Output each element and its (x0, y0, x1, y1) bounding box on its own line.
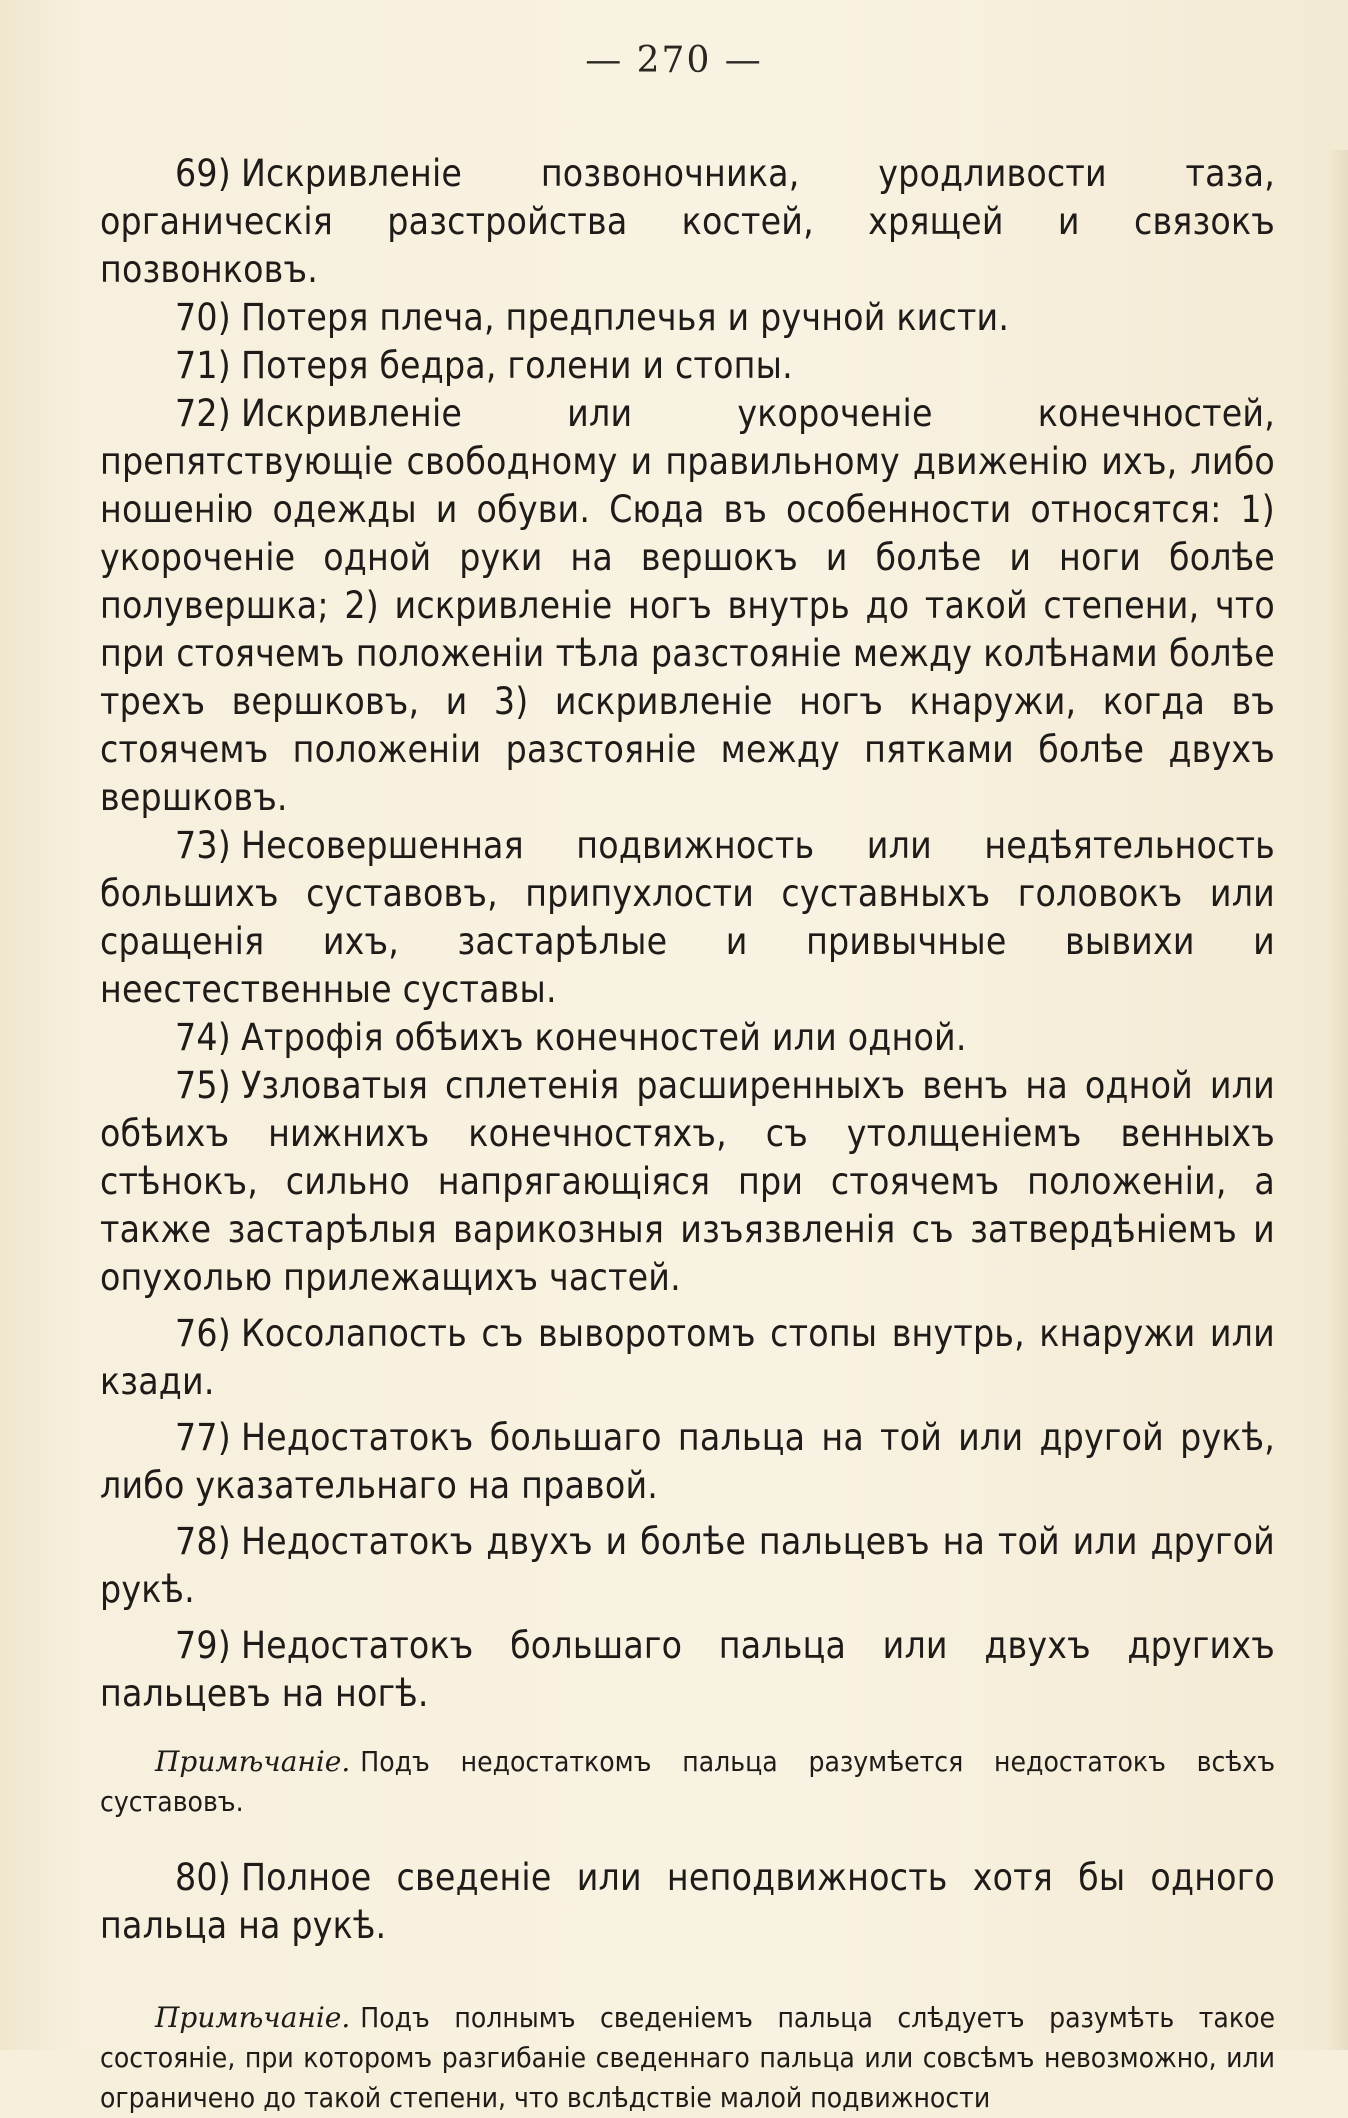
item-text: Атрофія обѣихъ конечностей или одной. (240, 1016, 967, 1059)
item-number: 73) (175, 824, 231, 867)
item-text: Потеря плеча, предплечья и ручной кисти. (240, 296, 1010, 339)
list-item (100, 1414, 1275, 1510)
item-text: Узловатыя сплетенія расширенныхъ венъ на одной или обѣихъ нижнихъ конечностяхъ, съ утолщеніемъ венныхъ стѣнокъ, сильно напрягающіяся при стоячемъ положеніи, а также застарѣлыя варикозныя изъязвленія съ затвердѣніемъ и опухолью прилежащихъ частей. (100, 1064, 1275, 1299)
list-item (100, 1014, 1275, 1062)
item-text: Недостатокъ двухъ и болѣе пальцевъ на той или другой рукѣ. (100, 1520, 1275, 1611)
item-number: 69) (175, 152, 231, 195)
item-number: 77) (175, 1416, 231, 1459)
document-body (100, 150, 1275, 2118)
item-text: Искривленіе или укороченіе конечностей, препятствующіе свободному и правильному движенію ихъ, либо ношенію одежды и обуви. Сюда въ особенности относятся: 1) укороченіе одной руки на вершокъ и болѣе и ноги болѣе полувершка; 2) искривленіе ногъ внутрь до такой степени, что при стоячемъ положеніи тѣла разстояніе между колѣнами болѣе трехъ вершковъ, и 3) искривленіе ногъ кнаружи, когда въ стоячемъ положеніи разстояніе между пятками болѣе двухъ вершковъ. (100, 392, 1275, 819)
footnote (100, 1998, 1275, 2118)
item-number: 74) (175, 1016, 231, 1059)
page-edge-shadow (1326, 150, 1348, 2050)
note-text: Подъ недостаткомъ пальца разумѣется недостатокъ всѣхъ суставовъ. (100, 1745, 1275, 1818)
list-item (100, 1622, 1275, 1718)
list-item (100, 390, 1275, 822)
item-number: 79) (175, 1624, 231, 1667)
list-item (100, 294, 1275, 342)
list-item (100, 822, 1275, 1014)
item-number: 70) (175, 296, 231, 339)
list-item (100, 1062, 1275, 1302)
item-number: 75) (175, 1064, 231, 1107)
list-item (100, 1518, 1275, 1614)
note-text: Подъ полнымъ сведеніемъ пальца слѣдуетъ разумѣть такое состояніе, при которомъ разгибаніе сведеннаго пальца или совсѣмъ невозможно, или ограничено до такой степени, что вслѣдствіе малой подвижности (100, 2001, 1275, 2114)
item-number: 76) (175, 1312, 231, 1355)
page-number: — 270 — (585, 40, 763, 81)
list-item (100, 1310, 1275, 1406)
item-text: Косолапость съ выворотомъ стопы внутрь, кнаружи или кзади. (100, 1312, 1275, 1403)
item-text: Потеря бедра, голени и стопы. (240, 344, 793, 387)
note-label: Примѣчаніе. (155, 2001, 351, 2034)
item-text: Искривленіе позвоночника, уродливости таза, органическія разстройства костей, хрящей и связокъ позвонковъ. (100, 152, 1275, 291)
list-item (100, 150, 1275, 294)
item-text: Полное сведеніе или неподвижность хотя бы одного пальца на рукѣ. (100, 1856, 1275, 1947)
item-number: 78) (175, 1520, 231, 1563)
item-number: 72) (175, 392, 231, 435)
item-text: Недостатокъ большаго пальца или двухъ другихъ пальцевъ на ногѣ. (100, 1624, 1275, 1715)
list-item (100, 1854, 1275, 1950)
footnote (100, 1742, 1275, 1822)
item-number: 80) (175, 1856, 231, 1899)
note-label: Примѣчаніе. (155, 1745, 351, 1778)
list-item (100, 342, 1275, 390)
item-number: 71) (175, 344, 231, 387)
item-text: Несовершенная подвижность или недѣятельность большихъ суставовъ, припухлости суставныхъ головокъ или сращенія ихъ, застарѣлые и привычные вывихи и неестественные суставы. (100, 824, 1275, 1011)
item-text: Недостатокъ большаго пальца на той или другой рукѣ, либо указательнаго на правой. (100, 1416, 1275, 1507)
